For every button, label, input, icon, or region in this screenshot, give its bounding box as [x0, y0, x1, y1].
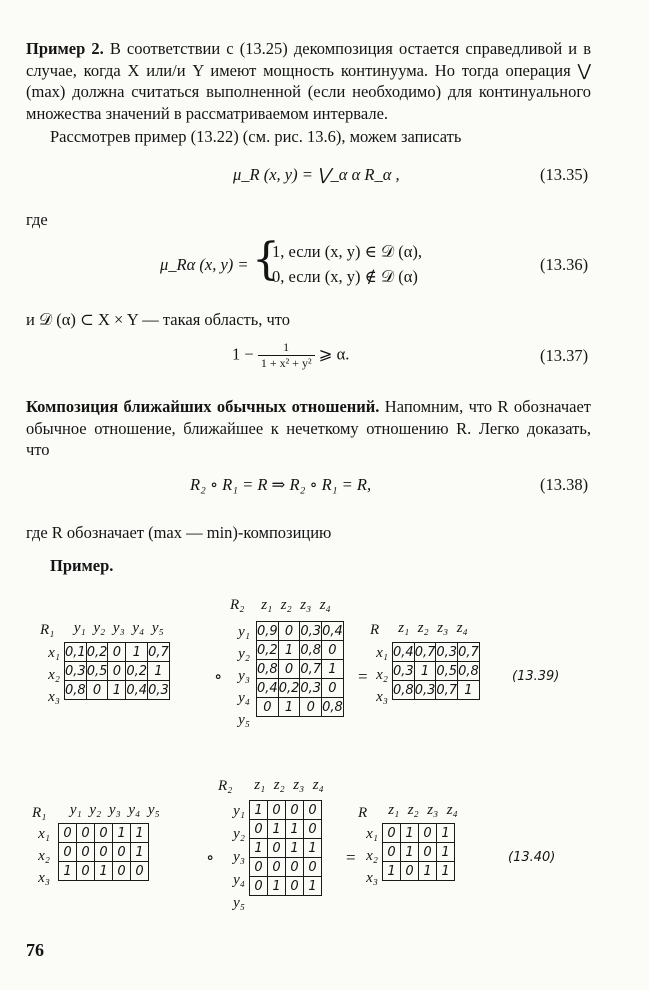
matrix-cell: 1 — [108, 681, 126, 700]
m1-r-row-label: x₁ — [376, 645, 388, 661]
matrix-cell: 1 — [304, 839, 322, 858]
matrix-cell: 0,8 — [458, 663, 479, 679]
matrix-cell: 0,8 — [65, 682, 86, 698]
matrix-cell: 1 — [419, 862, 437, 881]
matrix-cell: 0,9 — [257, 623, 278, 639]
matrix-cell: 0 — [286, 801, 304, 820]
matrix-cell: 0,8 — [322, 699, 343, 715]
matrix-cell: 0 — [77, 843, 95, 862]
matrix-cell: 0 — [77, 824, 95, 843]
equation-number-13-36: (13.36) — [540, 255, 589, 274]
m2-r-row-label: x₁ — [366, 826, 378, 842]
matrix-cell: 0 — [268, 839, 286, 858]
m1-r1-row-label: x₃ — [48, 689, 60, 705]
matrix-cell: 1 — [131, 843, 149, 862]
example-label: Пример. — [50, 556, 114, 575]
equation-number-13-39: (13.39) — [512, 669, 560, 684]
matrix-cell: 0 — [322, 679, 344, 698]
m1-r1-col: y₅ — [151, 620, 164, 636]
m2-r1-row-label: x₃ — [38, 870, 50, 886]
m1-r2-col: z₃ — [300, 597, 312, 613]
table-row — [393, 662, 480, 681]
and-line: и 𝒟 (α) ⊂ X × Y — такая область, что — [26, 310, 291, 329]
m1-r2-row-label: y₃ — [238, 668, 250, 684]
m1-r2-col-header — [257, 597, 335, 614]
matrix-cell: 0,3 — [436, 644, 458, 660]
table-row — [65, 643, 170, 662]
m2-r1-name: R₁ — [32, 805, 47, 821]
matrix-cell: 0,3 — [148, 682, 169, 698]
matrix-cell: 0,4 — [393, 644, 414, 660]
table-row — [383, 824, 455, 843]
matrix-cell: 0,3 — [300, 623, 322, 639]
matrix-cell: 0 — [59, 843, 77, 862]
matrix-cell: 1 — [278, 641, 300, 660]
matrix-cell: 0,3 — [414, 682, 436, 698]
m2-r2-name: R₂ — [218, 778, 233, 794]
equals-operator: = — [358, 667, 368, 686]
m2-r1-col: y₃ — [108, 802, 121, 818]
matrix-cell: 0,5 — [436, 663, 458, 679]
matrix-cell: 1 — [458, 681, 480, 700]
composition-paragraph — [26, 396, 591, 461]
m2-r-name: R — [358, 805, 368, 821]
matrix-13-40-r2 — [249, 800, 322, 896]
matrix-cell: 0 — [401, 862, 419, 881]
m2-r2-row-label: y₂ — [233, 826, 245, 842]
table-row — [393, 681, 480, 700]
matrix-cell: 0,4 — [257, 680, 278, 696]
table-row — [65, 681, 170, 700]
matrix-cell: 1 — [250, 839, 268, 858]
matrix-cell: 1 — [278, 698, 300, 717]
table-row — [257, 622, 344, 641]
matrix-cell: 1 — [437, 843, 455, 862]
page-number: 76 — [26, 940, 44, 960]
m1-r-col-header — [394, 620, 472, 637]
matrix-cell: 1 — [286, 839, 304, 858]
matrix-cell: 0 — [108, 643, 126, 662]
table-row — [250, 877, 322, 896]
matrix-cell: 0 — [383, 843, 401, 862]
matrix-13-39-r1 — [64, 642, 170, 700]
example-2-label: Пример 2. — [26, 39, 104, 58]
m2-r2-col: z₁ — [254, 777, 266, 793]
matrix-13-40-r1 — [58, 823, 149, 881]
composition-text: Напомним, что R обозначает обычное отношение, ближайшее к нечеткому отношению R. Легко доказать, что — [26, 397, 591, 459]
m1-r2-col: z₁ — [261, 597, 273, 613]
matrix-cell: 0,3 — [393, 663, 414, 679]
equals-operator: = — [346, 848, 356, 867]
matrix-cell: 0,5 — [86, 663, 108, 679]
m1-r-col: z₁ — [398, 620, 410, 636]
table-row — [59, 824, 149, 843]
matrix-cell: 1 — [304, 877, 322, 896]
matrix-cell: 0 — [304, 858, 322, 877]
matrix-cell: 0 — [86, 681, 108, 700]
equation-13-36-case-1: 1, если (x, y) ∈ 𝒟 (α), — [272, 242, 423, 261]
table-row — [257, 641, 344, 660]
equation-13-37 — [232, 340, 349, 371]
table-row — [383, 843, 455, 862]
equation-number-13-38: (13.38) — [540, 475, 589, 494]
matrix-cell: 0 — [383, 824, 401, 843]
brace-icon: { — [252, 234, 280, 285]
m2-r2-row-label: y₅ — [233, 895, 245, 911]
m2-r1-row-label: x₁ — [38, 826, 50, 842]
matrix-cell: 1 — [268, 877, 286, 896]
matrix-cell: 1 — [95, 862, 113, 881]
matrix-cell: 0 — [257, 698, 279, 717]
eq-13-37-den: 1 + x² + y² — [260, 356, 312, 370]
matrix-cell: 0,7 — [458, 644, 479, 660]
matrix-cell: 0 — [108, 662, 126, 681]
matrix-cell: 0 — [419, 843, 437, 862]
equation-number-13-40: (13.40) — [508, 850, 556, 865]
consider-line: Рассмотрев пример (13.22) (см. рис. 13.6), можем записать — [50, 127, 462, 146]
m2-r2-row-label: y₁ — [233, 803, 245, 819]
m1-r1-row-label: x₂ — [48, 667, 60, 683]
m2-r2-row-label: y₃ — [233, 849, 245, 865]
matrix-13-40-r — [382, 823, 455, 881]
m1-r2-col: z₂ — [280, 597, 292, 613]
matrix-cell: 0 — [268, 858, 286, 877]
matrix-cell: 0,7 — [300, 661, 322, 677]
m1-r1-col: y₃ — [112, 620, 125, 636]
matrix-cell: 1 — [126, 643, 148, 662]
eq-13-37-num: 1 — [258, 340, 315, 356]
m2-r-col: z₄ — [446, 802, 458, 818]
matrix-cell: 0,4 — [322, 623, 343, 639]
table-row — [393, 643, 480, 662]
matrix-cell: 0 — [59, 824, 77, 843]
m1-r1-col: y₄ — [132, 620, 145, 636]
matrix-cell: 0 — [113, 862, 131, 881]
table-row — [65, 662, 170, 681]
matrix-cell: 0 — [300, 698, 322, 717]
compose-operator: ∘ — [206, 848, 215, 867]
matrix-cell: 0,2 — [86, 644, 108, 660]
matrix-cell: 0 — [113, 843, 131, 862]
matrix-cell: 0 — [131, 862, 149, 881]
matrix-cell: 0 — [95, 843, 113, 862]
matrix-cell: 1 — [148, 662, 170, 681]
m1-r2-col: z₄ — [319, 597, 331, 613]
matrix-cell: 1 — [59, 862, 77, 881]
equation-13-38: R₂ ∘ R₁ = R ⇒ R₂ ∘ R₁ = R, — [190, 475, 372, 494]
matrix-cell: 0 — [250, 877, 268, 896]
m1-r-col: z₂ — [417, 620, 429, 636]
table-row — [59, 862, 149, 881]
matrix-cell: 0,1 — [65, 644, 86, 660]
matrix-cell: 0 — [286, 877, 304, 896]
matrix-cell: 0,2 — [278, 680, 300, 696]
matrix-cell: 0 — [77, 862, 95, 881]
m1-r1-col: y₂ — [93, 620, 106, 636]
m1-r1-row-label: x₁ — [48, 645, 60, 661]
matrix-cell: 0 — [419, 824, 437, 843]
matrix-cell: 0 — [268, 801, 286, 820]
table-row — [250, 820, 322, 839]
matrix-cell: 0 — [304, 801, 322, 820]
m2-r-col: z₁ — [388, 802, 400, 818]
m2-r-col-header — [384, 802, 462, 819]
table-row — [59, 843, 149, 862]
m2-r2-col: z₂ — [273, 777, 285, 793]
eq-13-37-lead: 1 − — [232, 344, 254, 364]
m2-r1-col: y₄ — [128, 802, 141, 818]
matrix-cell: 0 — [278, 622, 300, 641]
matrix-cell: 1 — [414, 662, 436, 681]
equation-number-13-37: (13.37) — [540, 346, 589, 365]
m2-r1-row-label: x₂ — [38, 848, 50, 864]
table-row — [383, 862, 455, 881]
matrix-cell: 0,8 — [257, 661, 278, 677]
table-row — [250, 839, 322, 858]
m1-r2-name: R₂ — [230, 597, 245, 613]
where-label: где — [26, 210, 48, 229]
matrix-13-39-r2 — [256, 621, 344, 717]
matrix-cell: 0,3 — [300, 680, 322, 696]
table-row — [257, 698, 344, 717]
matrix-cell: 0,4 — [126, 682, 148, 698]
m2-r-col: z₃ — [427, 802, 439, 818]
matrix-cell: 0 — [322, 641, 344, 660]
equation-13-36-case-2: 0, если (x, y) ∉ 𝒟 (α) — [272, 267, 418, 286]
matrix-13-39-r — [392, 642, 480, 700]
m1-r2-row-label: y₄ — [238, 690, 250, 706]
equation-13-36-lhs: μ_Rα (x, y) = — [160, 255, 249, 274]
matrix-cell: 0,7 — [148, 644, 169, 660]
matrix-cell: 0,3 — [65, 663, 86, 679]
eq-13-37-tail: ⩾ α. — [318, 344, 350, 364]
m2-r2-row-label: y₄ — [233, 872, 245, 888]
matrix-cell: 0 — [250, 858, 268, 877]
matrix-cell: 1 — [437, 862, 455, 881]
matrix-cell: 1 — [401, 843, 419, 862]
example-2-paragraph — [26, 38, 591, 124]
m1-r2-row-label: y₂ — [238, 646, 250, 662]
m2-r2-col: z₄ — [312, 777, 324, 793]
matrix-cell: 0 — [95, 824, 113, 843]
m1-r2-row-label: y₅ — [238, 712, 250, 728]
m1-r-col: z₃ — [437, 620, 449, 636]
eq-13-37-fraction — [258, 340, 315, 371]
matrix-cell: 0,2 — [257, 642, 278, 658]
matrix-cell: 0,8 — [393, 682, 414, 698]
m1-r1-name: R₁ — [40, 622, 55, 638]
matrix-cell: 0,7 — [436, 682, 458, 698]
table-row — [250, 801, 322, 820]
m2-r-row-label: x₃ — [366, 870, 378, 886]
equation-number-13-35: (13.35) — [540, 165, 589, 184]
table-row — [257, 679, 344, 698]
m2-r-row-label: x₂ — [366, 848, 378, 864]
composition-heading: Композиция ближайших обычных отношений. — [26, 397, 380, 416]
matrix-cell: 0 — [278, 660, 300, 679]
matrix-cell: 0,8 — [300, 642, 322, 658]
m2-r-col: z₂ — [407, 802, 419, 818]
matrix-cell: 0 — [304, 820, 322, 839]
m2-r2-col-header — [250, 777, 328, 794]
m2-r1-col: y₁ — [69, 802, 82, 818]
table-row — [250, 858, 322, 877]
matrix-cell: 0,2 — [126, 663, 148, 679]
m1-r-name: R — [370, 622, 380, 638]
m2-r2-col: z₃ — [293, 777, 305, 793]
example-2-text: В соответствии с (13.25) декомпозиция остается справедливой и в случае, когда X или/и Y имеют мощность континуума. Но тогда операция ⋁ (max) должна считаться выполненной (если необходимо) для континуального множества значений в рассматриваемом интервале. — [26, 39, 591, 123]
where-composition-line: где R обозначает (max — min)-композицию — [26, 523, 332, 542]
matrix-cell: 1 — [113, 824, 131, 843]
m1-r-col: z₄ — [456, 620, 468, 636]
matrix-cell: 0 — [250, 820, 268, 839]
m1-r-row-label: x₂ — [376, 667, 388, 683]
m2-r1-col-header — [66, 802, 164, 819]
matrix-cell: 1 — [131, 824, 149, 843]
m2-r1-col: y₅ — [147, 802, 160, 818]
matrix-cell: 1 — [401, 824, 419, 843]
matrix-cell: 1 — [437, 824, 455, 843]
matrix-cell: 1 — [268, 820, 286, 839]
matrix-cell: 1 — [383, 862, 401, 881]
m2-r1-col: y₂ — [89, 802, 102, 818]
m1-r-row-label: x₃ — [376, 689, 388, 705]
m1-r1-col-header — [70, 620, 168, 637]
matrix-cell: 1 — [250, 801, 268, 820]
matrix-cell: 0,7 — [414, 644, 436, 660]
matrix-cell: 0 — [286, 858, 304, 877]
table-row — [257, 660, 344, 679]
equation-13-35: μ_R (x, y) = ⋁_α α R_α , — [233, 165, 400, 184]
matrix-cell: 1 — [286, 820, 304, 839]
compose-operator: ∘ — [214, 667, 223, 686]
m1-r2-row-label: y₁ — [238, 624, 250, 640]
m1-r1-col: y₁ — [73, 620, 86, 636]
matrix-cell: 1 — [322, 660, 344, 679]
